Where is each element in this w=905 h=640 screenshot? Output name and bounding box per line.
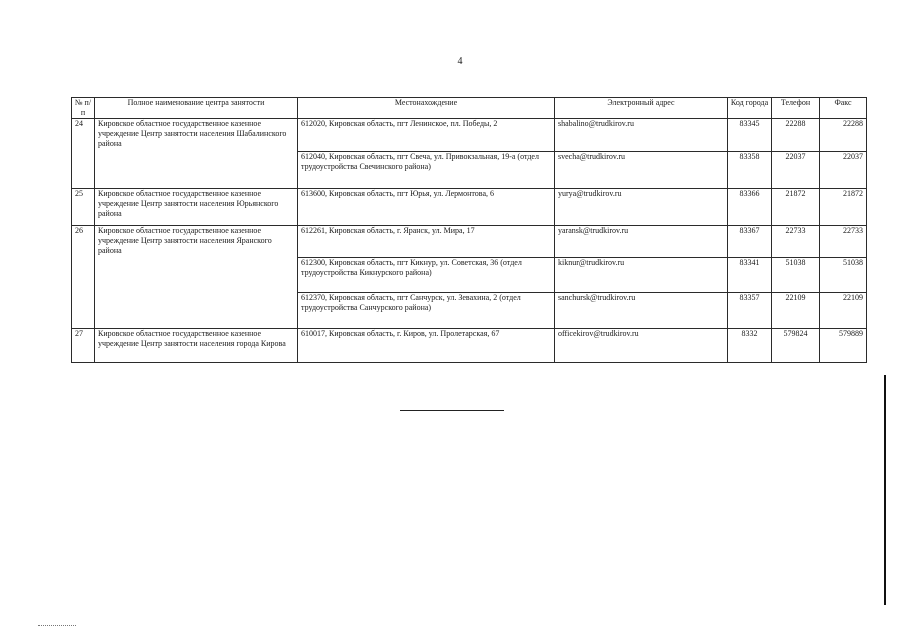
city-code: 83366 bbox=[728, 189, 772, 226]
phone: 21872 bbox=[772, 189, 820, 226]
scan-edge-mark bbox=[884, 375, 886, 605]
center-email: officekirov@trudkirov.ru bbox=[555, 329, 728, 363]
header-num: № п/п bbox=[72, 98, 95, 119]
table-row bbox=[72, 189, 867, 226]
city-code: 83341 bbox=[728, 258, 772, 293]
header-email: Электронный адрес bbox=[555, 98, 728, 119]
table-header-row bbox=[72, 98, 867, 119]
header-address: Местонахождение bbox=[298, 98, 555, 119]
header-fax: Факс bbox=[820, 98, 867, 119]
page-number: 4 bbox=[457, 56, 463, 67]
fax: 22109 bbox=[820, 293, 867, 329]
center-email: shabalino@trudkirov.ru bbox=[555, 119, 728, 152]
center-address: 610017, Кировская область, г. Киров, ул. Пролетарская, 67 bbox=[298, 329, 555, 363]
phone: 579824 bbox=[772, 329, 820, 363]
header-name: Полное наименование центра занятости bbox=[95, 98, 298, 119]
fax: 22733 bbox=[820, 226, 867, 258]
end-of-document-line bbox=[400, 410, 504, 411]
row-number: 27 bbox=[72, 329, 95, 363]
center-name: Кировское областное государственное казенное учреждение Центр занятости населения города Кирова bbox=[95, 329, 298, 363]
fax: 22037 bbox=[820, 152, 867, 189]
fax: 21872 bbox=[820, 189, 867, 226]
center-email: kiknur@trudkirov.ru bbox=[555, 258, 728, 293]
table-row bbox=[72, 329, 867, 363]
row-number: 24 bbox=[72, 119, 95, 189]
table-row bbox=[72, 226, 867, 258]
scan-speck bbox=[38, 625, 76, 626]
center-email: sanchursk@trudkirov.ru bbox=[555, 293, 728, 329]
row-number: 26 bbox=[72, 226, 95, 329]
fax: 22288 bbox=[820, 119, 867, 152]
phone: 22037 bbox=[772, 152, 820, 189]
center-email: yaransk@trudkirov.ru bbox=[555, 226, 728, 258]
phone: 51038 bbox=[772, 258, 820, 293]
center-email: yurya@trudkirov.ru bbox=[555, 189, 728, 226]
center-address: 612040, Кировская область, пгт Свеча, ул. Привокзальная, 19-а (отдел трудоустройства Свечинского района) bbox=[298, 152, 555, 189]
table-row bbox=[72, 119, 867, 152]
header-code: Код города bbox=[728, 98, 772, 119]
city-code: 83357 bbox=[728, 293, 772, 329]
phone: 22109 bbox=[772, 293, 820, 329]
city-code: 8332 bbox=[728, 329, 772, 363]
center-address: 612020, Кировская область, пгт Ленинское, пл. Победы, 2 bbox=[298, 119, 555, 152]
phone: 22288 bbox=[772, 119, 820, 152]
fax: 579889 bbox=[820, 329, 867, 363]
center-name: Кировское областное государственное казенное учреждение Центр занятости населения Яранского района bbox=[95, 226, 298, 329]
center-name: Кировское областное государственное казенное учреждение Центр занятости населения Юрьянского района bbox=[95, 189, 298, 226]
center-email: svecha@trudkirov.ru bbox=[555, 152, 728, 189]
city-code: 83367 bbox=[728, 226, 772, 258]
city-code: 83345 bbox=[728, 119, 772, 152]
city-code: 83358 bbox=[728, 152, 772, 189]
phone: 22733 bbox=[772, 226, 820, 258]
center-address: 612300, Кировская область, пгт Кикнур, ул. Советская, 36 (отдел трудоустройства Кикнурского района) bbox=[298, 258, 555, 293]
center-address: 612261, Кировская область, г. Яранск, ул. Мира, 17 bbox=[298, 226, 555, 258]
employment-centers-table bbox=[71, 97, 867, 363]
center-address: 612370, Кировская область, пгт Санчурск, ул. Зевахина, 2 (отдел трудоустройства Санчурского района) bbox=[298, 293, 555, 329]
header-phone: Телефон bbox=[772, 98, 820, 119]
row-number: 25 bbox=[72, 189, 95, 226]
center-name: Кировское областное государственное казенное учреждение Центр занятости населения Шабалинского района bbox=[95, 119, 298, 189]
center-address: 613600, Кировская область, пгт Юрья, ул. Лермонтова, 6 bbox=[298, 189, 555, 226]
fax: 51038 bbox=[820, 258, 867, 293]
